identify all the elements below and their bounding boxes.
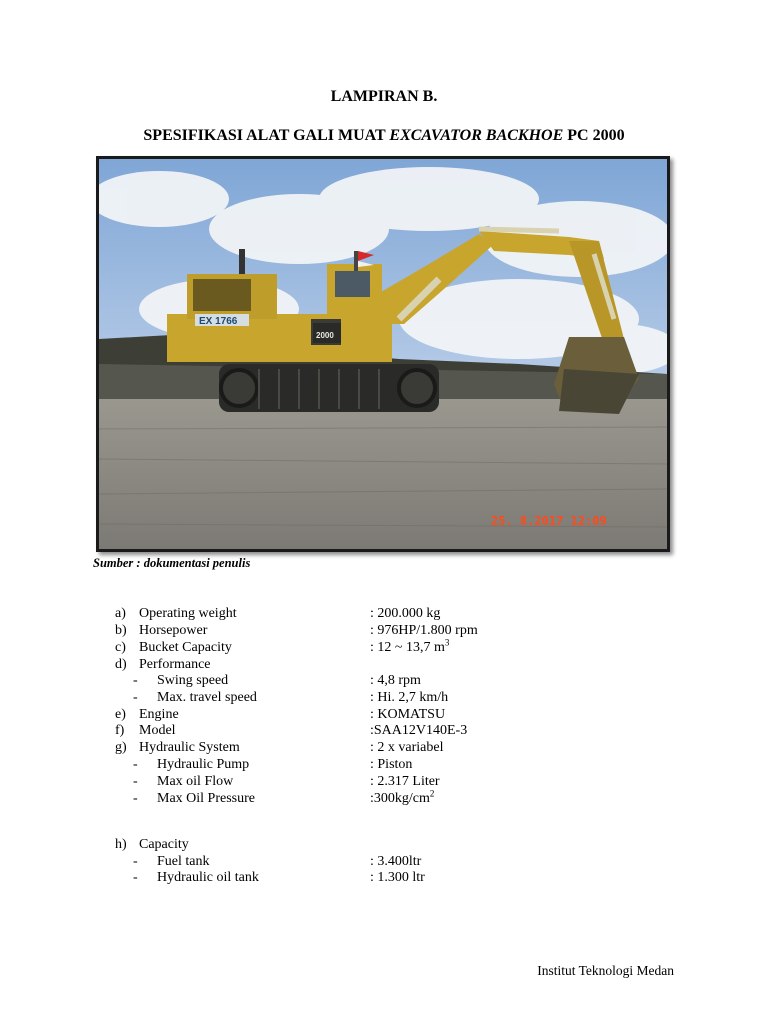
spec-label: Swing speed	[157, 673, 229, 688]
spec-value: : 2 x variabel	[370, 740, 444, 755]
spec-label: Hydraulic System	[139, 740, 240, 755]
spec-label: Max. travel speed	[157, 690, 257, 705]
subtitle-prefix: SPESIFIKASI ALAT GALI MUAT	[143, 127, 390, 144]
unit-number-label: EX 1766	[199, 316, 238, 327]
spec-marker: b)	[115, 623, 127, 638]
spec-label: Max Oil Pressure	[157, 791, 255, 806]
page-title: LAMPIRAN B.	[330, 88, 438, 105]
page-footer: Institut Teknologi Medan	[537, 963, 674, 978]
model-badge: 2000	[316, 331, 334, 340]
spec-label: Fuel tank	[157, 854, 210, 869]
subtitle-suffix: PC 2000	[563, 127, 625, 144]
spec-marker: a)	[115, 606, 126, 621]
excavator-photo	[96, 156, 670, 552]
spec-marker: c)	[115, 640, 126, 655]
subtitle-italic: EXCAVATOR BACKHOE	[389, 127, 564, 144]
spec-marker: -	[133, 870, 138, 885]
spec-marker: -	[133, 690, 138, 705]
spec-label: Operating weight	[139, 606, 237, 621]
spec-marker: -	[133, 757, 138, 772]
spec-value: : Hi. 2,7 km/h	[370, 690, 449, 705]
page-subtitle	[0, 127, 768, 145]
spec-value: : 12 ~ 13,7 $m^3$	[370, 637, 450, 655]
excavator-illustration	[99, 159, 667, 549]
spec-value: : 2.317 Liter	[370, 774, 440, 789]
spec-marker: h)	[115, 837, 127, 852]
spec-marker: e)	[115, 707, 126, 722]
spec-value: : 3.400ltr	[370, 854, 422, 869]
spec-label: Engine	[139, 707, 179, 722]
spec-value: $:300kg/cm^2$	[370, 788, 435, 806]
spec-value: :SAA12V140E-3	[370, 723, 468, 738]
spec-label: Capacity	[139, 837, 189, 852]
spec-marker: g)	[115, 740, 127, 755]
spec-value: : KOMATSU	[370, 707, 446, 722]
spec-label: Model	[139, 723, 176, 738]
spec-label: Hydraulic Pump	[157, 757, 250, 772]
spec-label: Performance	[139, 657, 211, 672]
spec-label: Hydraulic oil tank	[157, 870, 259, 885]
spec-label: Horsepower	[139, 623, 208, 638]
photo-timestamp: 25. 8.2017 12:09	[491, 514, 607, 528]
spec-marker: d)	[115, 657, 127, 672]
spec-value: : 4,8 rpm	[370, 673, 421, 688]
spec-marker: -	[133, 673, 138, 688]
spec-value-superscript: 3	[444, 637, 450, 648]
spec-value: : Piston	[370, 757, 413, 772]
spec-label: Bucket Capacity	[139, 640, 232, 655]
spec-marker: -	[133, 774, 138, 789]
spec-value: : 976HP/1.800 rpm	[370, 623, 478, 638]
photo-caption: Sumber : dokumentasi penulis	[93, 556, 251, 570]
spec-marker: -	[133, 854, 138, 869]
spec-marker: -	[133, 791, 138, 806]
spec-value: : 1.300 ltr	[370, 870, 425, 885]
spec-value-superscript: 2	[429, 788, 435, 799]
spec-label: Max oil Flow	[157, 774, 234, 789]
spec-value: : 200.000 kg	[370, 606, 441, 621]
spec-marker: f)	[115, 723, 125, 738]
